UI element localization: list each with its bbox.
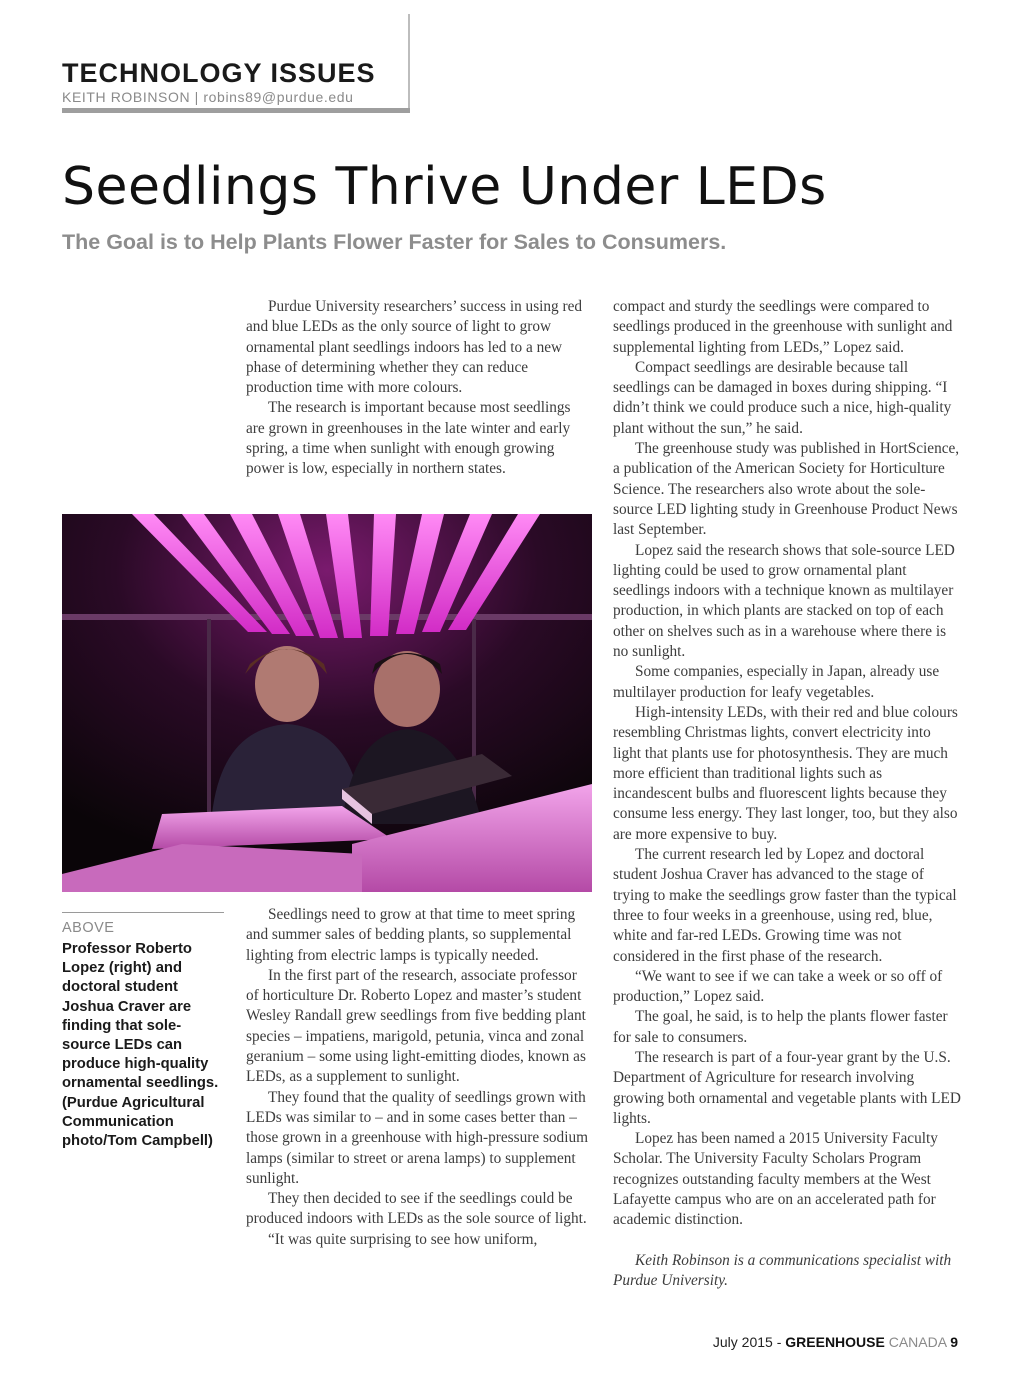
paragraph: The greenhouse study was published in HortScience, a publication of the American Society for Horticulture Science. The researchers also wrote about the sole-source LED lighting study in Greenhouse Product News last September. [613,440,960,539]
article-column-3 [613,297,961,1291]
photo-caption: Professor Roberto Lopez (right) and doctoral student Joshua Craver are finding that sole-source LEDs can produce high-quality ornamental seedlings. (Purdue Agricultural Communication photo/Tom Campbell) [62,941,219,1150]
paragraph: The current research led by Lopez and doctoral student Joshua Craver has advanced to the stage of trying to make the seedlings grow faster than the typical three to four weeks in a greenhouse, using red, blue, white and far-red LEDs. Growing time was not considered in the first phase of the research. [613,846,957,965]
paragraph: Lopez has been named a 2015 University Faculty Scholar. The University Faculty Scholars Program recognizes outstanding faculty members at the West Lafayette campus who are on an accelerated path for academic distinction. [613,1130,938,1229]
paragraph: Lopez said the research shows that sole-source LED lighting could be used to grow ornamental plant seedlings indoors with a technique known as multilayer production, in which plants are stacked on top of each other on shelves such as in a warehouse where there is no sunlight. [613,541,955,661]
paragraph: High-intensity LEDs, with their red and blue colours resembling Christmas lights, convert electricity into light that plants use for photosynthesis. They are much more efficient than traditional lights such as incandescent bulbs and fluorescent lights because they consume less energy. They last longer, too, but they also are more expensive to buy. [613,703,958,843]
author-byline: KEITH ROBINSON | robins89@purdue.edu [62,89,354,105]
paragraph: compact and sturdy the seedlings were compared to seedlings produced in the greenhouse with sunlight and supplemental lighting from LEDs,” Lopez said. [613,298,953,356]
header-vertical-rule [408,14,410,110]
paragraph: The goal, he said, is to help the plants flower faster for sale to consumers. [613,1008,948,1046]
article-column-2-bottom [246,905,592,1250]
paragraph: The research is part of a four-year grant by the U.S. Department of Agriculture for research involving growing both ornamental and vegetable plants with LED lights. [613,1048,961,1127]
paragraph: “It was quite surprising to see how uniform, [268,1230,538,1248]
section-header [62,58,376,106]
footer-issue: July 2015 - [712,1334,786,1350]
article-column-2-top [246,297,592,480]
led-grow-lights-photo [62,514,592,892]
paragraph: In the first part of the research, associate professor of horticulture Dr. Roberto Lopez and master’s student Wesley Randall grew seedlings from five bedding plant species – impatiens, marigold, petunia, vinca and zonal geranium – some using light-emitting diodes, known as LEDs, as a supplement to sunlight. [246,966,586,1086]
paragraph: They then decided to see if the seedlings could be produced indoors with LEDs as the sole source of light. [246,1190,587,1228]
page-number: 9 [950,1334,958,1350]
paragraph: Purdue University researchers’ success in using red and blue LEDs as the only source of light to grow ornamental plant seedlings indoors has led to a new phase of determining whether they can reduce production time with more colours. [246,298,583,397]
paragraph: The research is important because most seedlings are grown in greenhouses in the late winter and early spring, a time when sunlight with enough growing power is low, especially in northern states. [246,399,571,478]
article-headline: Seedlings Thrive Under LEDs [62,157,827,217]
footer-country: CANADA [884,1334,951,1350]
caption-rule [62,912,224,913]
paragraph: They found that the quality of seedlings grown with LEDs was similar to – and in some cases better than – those grown in a greenhouse with high-pressure sodium lamps (similar to street or arena lamps) to supplement sunlight. [246,1088,588,1187]
paragraph: Seedlings need to grow at that time to meet spring and summer sales of bedding plants, so supplemental lighting from electric lamps is typically needed. [246,906,576,964]
article-photo [62,514,592,892]
paragraph: Some companies, especially in Japan, already use multilayer production for leafy vegetables. [613,663,940,701]
article-subheadline: The Goal is to Help Plants Flower Faster for Sales to Consumers. [62,230,727,254]
paragraph: “We want to see if we can take a week or so off of production,” Lopez said. [613,967,943,1006]
caption-label: ABOVE [62,920,115,936]
footer-publication: GREENHOUSE [785,1334,885,1350]
header-horizontal-rule [62,108,410,113]
section-title: TECHNOLOGY ISSUES [62,58,376,88]
paragraph: Compact seedlings are desirable because tall seedlings can be damaged in boxes during shipping. “I didn’t think we could produce such a nice, high-quality plant without the sun,” he said. [613,358,952,437]
page-footer [713,1334,958,1350]
author-note: Keith Robinson is a communications specialist with Purdue University. [613,1251,952,1289]
